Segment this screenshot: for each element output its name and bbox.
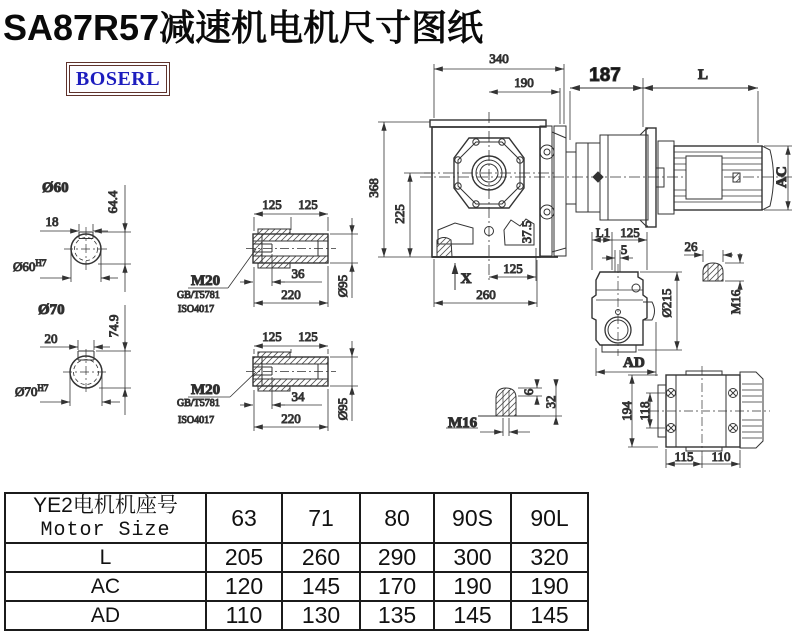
table-cell: 290 [360, 543, 434, 572]
main-view [366, 51, 792, 307]
side-dim-AD: AD [623, 355, 645, 371]
table-header-cn: YE2电机机座号 [33, 494, 178, 518]
boserl-logo-text: BOSERL [75, 68, 161, 90]
dim-260-label: 260 [476, 287, 496, 302]
dim-AC-label: AC [774, 166, 790, 188]
table-cell: 190 [511, 572, 588, 601]
hollow1-dim-220: 220 [281, 287, 301, 302]
table-col-80: 80 [360, 493, 434, 543]
keyright-thread-label: M16 [728, 289, 743, 315]
table-row-L [5, 543, 588, 572]
shaft70-title: Ø70 [38, 302, 65, 318]
hollow1-bolt-label: M20 [191, 273, 221, 289]
dim-125-bottom-label: 125 [503, 261, 523, 276]
side-dim-125: 125 [620, 225, 640, 240]
motortop-dim-118: 118 [637, 401, 652, 421]
hollow1-std2-label: ISO4017 [178, 304, 215, 315]
keyright-dim-26: 26 [684, 239, 698, 254]
table-row-AC [5, 572, 588, 601]
table-col-63: 63 [206, 493, 282, 543]
dim-190-label: 190 [514, 75, 534, 90]
table-header-en: Motor Size [40, 518, 171, 542]
shaft70-bore-label: $Ø70^{H7}$ [15, 383, 49, 399]
shaft60-dim-64p4: 64.4 [105, 190, 120, 214]
hollow2-dim-34: 34 [291, 389, 305, 404]
side-dim-5: 5 [620, 242, 628, 257]
table-cell: 110 [206, 601, 282, 630]
table-row-label-L: L [5, 543, 206, 572]
hollow1-dim-125a: 125 [262, 197, 282, 212]
keybottom-dim-32: 32 [543, 395, 558, 409]
hollow1-dim-36: 36 [291, 266, 305, 281]
table-cell: 320 [511, 543, 588, 572]
table-row-label-AD: AD [5, 601, 206, 630]
table-cell: 145 [511, 601, 588, 630]
table-col-90L: 90L [511, 493, 588, 543]
shaft60-bore-label: $Ø60^{H7}$ [13, 258, 47, 274]
key-detail-right [684, 239, 744, 314]
table-cell: 135 [360, 601, 434, 630]
motortop-dim-194: 194 [619, 401, 634, 421]
page-title: SA87R57减速机电机尺寸图纸 [3, 7, 484, 48]
shaft70-dim-20: 20 [44, 331, 58, 346]
motor-size-table [4, 492, 589, 631]
table-cell: 145 [434, 601, 511, 630]
hollow-shaft-section-2 [177, 329, 358, 431]
table-row-AD [5, 601, 588, 630]
dim-L-label: L [697, 67, 709, 83]
motor-top-view [619, 366, 770, 468]
x-marker-label: X [460, 271, 472, 287]
hollow-shaft-section-1 [177, 197, 358, 315]
motortop-dim-115: 115 [674, 449, 694, 464]
shaft60-title: Ø60 [42, 180, 69, 196]
table-col-90S: 90S [434, 493, 511, 543]
dim-187-label: 187 [589, 65, 621, 86]
motortop-dim-110: 110 [711, 449, 731, 464]
side-dim-L1: L1 [595, 225, 611, 240]
table-col-71: 71 [282, 493, 360, 543]
table-cell: 130 [282, 601, 360, 630]
dim-37p5-label: 37.5 [519, 220, 534, 244]
table-cell: 120 [206, 572, 282, 601]
dim-368-label: 368 [366, 178, 381, 198]
hollow2-dim-125a: 125 [262, 329, 282, 344]
hollow1-dim-125b: 125 [298, 197, 318, 212]
shaft60-dim-18: 18 [45, 214, 59, 229]
table-header-motor-size [5, 493, 206, 543]
gearbox-side-view [592, 225, 682, 376]
hollow2-std2-label: ISO4017 [178, 415, 215, 426]
table-cell: 260 [282, 543, 360, 572]
hollow2-bolt-label: M20 [191, 382, 221, 398]
shaft70-view [15, 302, 131, 415]
side-dim-215: Ø215 [659, 288, 674, 318]
table-row-label-AC: AC [5, 572, 206, 601]
table-cell: 145 [282, 572, 360, 601]
key-detail-bottom [446, 380, 562, 436]
keybottom-thread-label: M16 [448, 415, 478, 431]
dim-340-label: 340 [489, 51, 509, 66]
keybottom-dim-6: 6 [521, 388, 536, 396]
shaft60-view [13, 180, 131, 292]
shaft70-dim-74p9: 74.9 [106, 314, 121, 338]
table-cell: 170 [360, 572, 434, 601]
table-cell: 190 [434, 572, 511, 601]
dim-225-label: 225 [392, 204, 407, 224]
hollow2-dim-125b: 125 [298, 329, 318, 344]
hollow2-std1-label: GB/T5781 [177, 398, 220, 409]
table-cell: 205 [206, 543, 282, 572]
hollow1-std1-label: GB/T5781 [177, 290, 220, 301]
hollow2-dim-220: 220 [281, 411, 301, 426]
hollow1-dim-95: Ø95 [335, 274, 350, 298]
table-cell: 300 [434, 543, 511, 572]
hollow2-dim-95: Ø95 [335, 397, 350, 421]
